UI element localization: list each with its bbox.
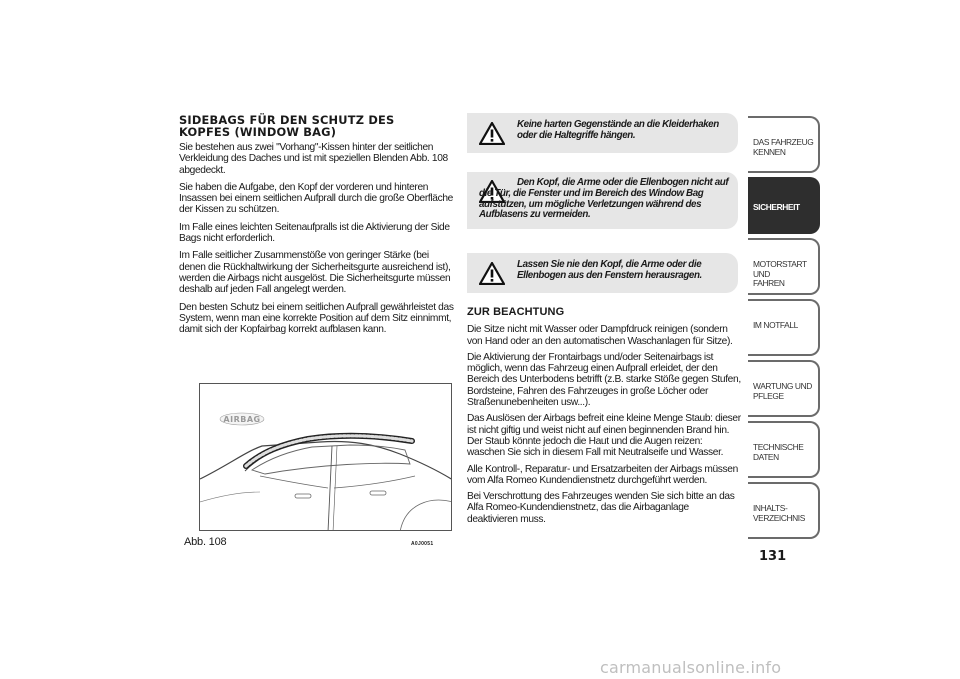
paragraph: Sie bestehen aus zwei "Vorhang"-Kissen hinter der seitlichen Verkleidung des Daches und ist mit speziellen Blenden Abb. 108 abgedeckt. bbox=[179, 142, 448, 176]
warning-box bbox=[467, 172, 738, 229]
page-number: 131 bbox=[759, 549, 787, 564]
tab-motorstart-und-fahren[interactable] bbox=[748, 238, 820, 295]
tab-im-notfall[interactable] bbox=[748, 299, 820, 356]
paragraph: Im Falle eines leichten Seitenaufpralls ist die Aktivierung der Side Bags nicht erforderlich. bbox=[179, 221, 450, 245]
car-window-bag-illustration bbox=[200, 384, 452, 531]
paragraph: Bei Verschrottung des Fahrzeuges wenden Sie sich bitte an das Alfa Romeo-Kundendienstnetz, das die Airbaganlage deaktivieren muss. bbox=[467, 491, 735, 525]
warning-text: Lassen Sie nie den Kopf, die Arme oder die Ellenbogen aus den Fenstern herausragen. bbox=[517, 259, 702, 281]
tab-label: MOTORSTART UND bbox=[753, 259, 807, 279]
paragraph: Die Sitze nicht mit Wasser oder Dampfdruck reinigen (sondern von Hand oder an den automatischen Waschanlagen für Sitze). bbox=[467, 324, 733, 347]
paragraph: Das Auslösen der Airbags befreit eine kleine Menge Staub: dieser ist nicht giftig und weist nicht auf einen beginnenden Brand hin. Der Staub könnte jedoch die Haut und die Augen reizen: waschen Sie sich in diesem Fall mit Neutralseife und Wasser. bbox=[467, 413, 741, 459]
figure-108 bbox=[199, 383, 452, 531]
warning-text: Den Kopf, die Arme oder die Ellenbogen nicht auf die Tür, die Fenster und im Bereich des Window Bag aufstützen, um mögliche Verletzungen während des Aufblasens zu vermeiden. bbox=[479, 177, 729, 221]
paragraph: Den besten Schutz bei einem seitlichen Aufprall gewährleistet das System, wenn man eine korrekte Position auf dem Sitz einnimmt, damit sich der Kopfairbag korrekt aufblasen kann. bbox=[179, 301, 454, 336]
warning-triangle-icon bbox=[479, 122, 505, 145]
section-title bbox=[179, 114, 455, 138]
paragraph: Im Falle seitlicher Zusammenstöße von geringer Stärke (bei denen die Rückhaltwirkung der Sicherheitsgurte ausreichend ist), werden die Airbags nicht ausgelöst. Die Sicherheitsgurte müssen deshalb auf jeden Fall angelegt werden. bbox=[179, 250, 451, 296]
tab-label: WARTUNG UND bbox=[753, 381, 812, 391]
figure-code: A0J0051 bbox=[411, 541, 434, 547]
airbag-label: AIRBAG bbox=[223, 415, 261, 424]
tab-das-fahrzeug-kennen[interactable] bbox=[748, 116, 820, 173]
watermark: carmanualsonline.info bbox=[600, 658, 782, 677]
paragraph: Sie haben die Aufgabe, den Kopf der vorderen und hinteren Insassen bei einem seitlichen Aufprall durch die große Oberfläche der Kissen zu schützen. bbox=[179, 181, 453, 216]
tab-wartung-und-pflege[interactable] bbox=[748, 360, 820, 417]
tab-label: KENNEN bbox=[753, 146, 786, 157]
paragraph: Die Aktivierung der Frontairbags und/oder Seitenairbags ist möglich, wenn das Fahrzeug einen Aufprall erleidet, der den Bereich des Unterbodens betrifft (z.B. starke Stöße gegen Stufen, Bordsteine, Fahren des Fahrzeuges in große Löcher oder Straßenunebenheiten usw...). bbox=[467, 351, 741, 409]
tab-label: TECHNISCHE DATEN bbox=[753, 442, 804, 462]
tab-label: IM NOTFALL bbox=[753, 320, 798, 330]
figure-caption: Abb. 108 bbox=[184, 536, 227, 548]
tab-label: DAS FAHRZEUG bbox=[753, 137, 814, 147]
warning-box bbox=[467, 253, 738, 293]
tab-label: VERZEICHNIS bbox=[753, 512, 805, 523]
tab-label: FAHREN bbox=[753, 278, 785, 288]
tab-technische-daten[interactable] bbox=[748, 421, 820, 478]
section-title-line-1: SIDEBAGS FÜR DEN SCHUTZ DES bbox=[179, 113, 395, 127]
tab-inhaltsverzeichnis[interactable] bbox=[748, 482, 820, 539]
section-title-line-2: KOPFES (WINDOW BAG) bbox=[179, 125, 337, 139]
note-section bbox=[467, 307, 742, 530]
note-title: ZUR BEACHTUNG bbox=[467, 306, 565, 318]
warning-triangle-icon bbox=[479, 262, 505, 285]
tab-label: PFLEGE bbox=[753, 390, 784, 401]
paragraph: Alle Kontroll-, Reparatur- und Ersatzarbeiten der Airbags müssen vom Alfa Romeo Kundendienstnetz durchgeführt werden. bbox=[467, 463, 738, 486]
warning-text: Keine harten Gegenstände an die Kleiderhaken oder die Haltegriffe hängen. bbox=[517, 119, 719, 141]
warning-box bbox=[467, 113, 738, 153]
tab-label: SICHERHEIT bbox=[753, 202, 800, 212]
tab-sicherheit[interactable] bbox=[748, 177, 820, 234]
left-column bbox=[179, 114, 455, 341]
tab-label: INHALTS- bbox=[753, 503, 788, 513]
